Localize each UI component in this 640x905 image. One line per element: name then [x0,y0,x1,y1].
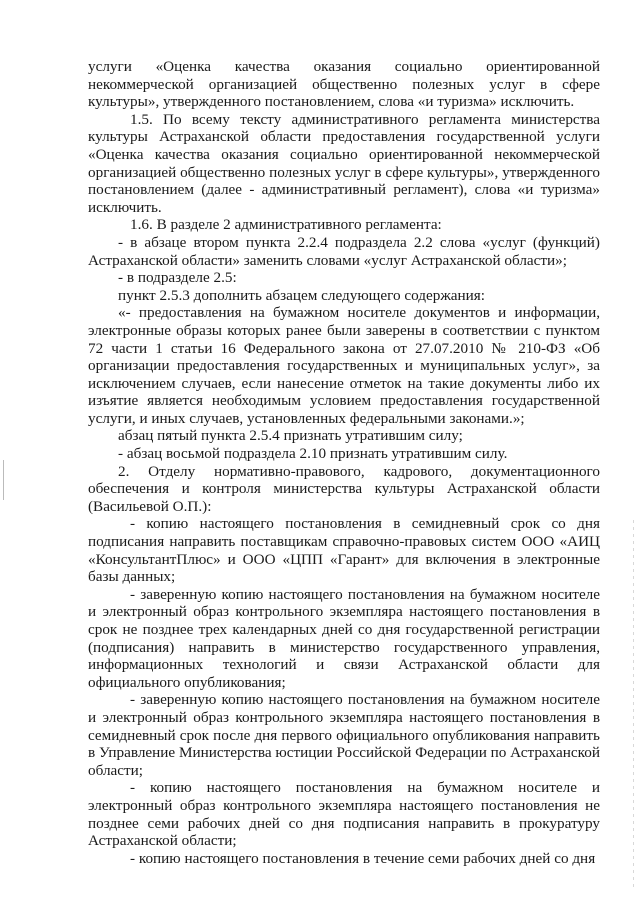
document-body [88,58,600,867]
paragraph-1-5: 1.5. По всему тексту административного регламента министерства культуры Астраханской области предоставления государственной услуги «Оценка качества оказания социально ориентированной некоммерческой организацией общественно полезных услуг в сфере культуры», утвержденного постановлением (далее - административный регламент), слова «и туризма» исключить. [88,110,600,216]
paragraph-list-item-5: - копию настоящего постановления в течение семи рабочих дней со дня [130,849,596,867]
paragraph-list-item-4: - копию настоящего постановления на бумажном носителе и электронный образ контрольного экземпляра настоящего постановления не позднее семи рабочих дней со дня подписания направить в прокуратуру Астраханской области; [88,779,600,850]
paragraph-item-2-5-4: абзац пятый пункта 2.5.4 признать утратившим силу; [118,427,463,445]
scan-artifact-right [633,520,634,890]
paragraph-1: услуги «Оценка качества оказания социально ориентированной некоммерческой организацией общественно полезных услуг в сфере культуры», утвержденного постановлением, слова «и туризма» исключить. [88,58,600,111]
paragraph-item-2-5-3: пункт 2.5.3 дополнить абзацем следующего содержания: [118,286,486,304]
paragraph-2: 2. Отделу нормативно-правового, кадрового, документационного обеспечения и контроля министерства культуры Астраханской области (Васильевой О.П.): [88,462,600,515]
paragraph-list-item-1: - копию настоящего постановления в семидневный срок со дня подписания направить поставщикам справочно-правовых систем ООО «АИЦ «КонсультантПлюс» и ООО «ЦПП «Гарант» для включения в электронные базы данных; [88,515,600,586]
scan-artifact-left [3,460,4,500]
paragraph-list-item-3: - заверенную копию настоящего постановления на бумажном носителе и электронный образ контрольного экземпляра настоящего постановления в семидневный срок после дня первого официального опубликования направить в Управление Министерства юстиции Российской Федерации по Астраханской области; [88,691,600,779]
paragraph-quote: «- предоставления на бумажном носителе документов и информации, электронные образы которых ранее были заверены в соответствии с пунктом 72 части 1 статьи 16 Федерального закона от 27.07.2010 № 210-ФЗ «Об организации предоставления государственных и муниципальных услуг», за исключением случаев, если нанесение отметок на такие документы либо их изъятие является необходимым условием предоставления государственной услуги, и иных случаев, установленных федеральными законами.»; [88,304,600,427]
paragraph-1-6: 1.6. В разделе 2 административного регламента: [130,216,442,234]
paragraph-item-2-2-4: - в абзаце втором пункта 2.2.4 подраздела 2.2 слова «услуг (функций) Астраханской области» заменить словами «услуг Астраханской области»; [88,233,600,269]
paragraph-subsection-2-5: - в подразделе 2.5: [118,269,237,287]
paragraph-list-item-2: - заверенную копию настоящего постановления на бумажном носителе и электронный образ контрольного экземпляра настоящего постановления в срок не позднее трех календарных дней со дня государственной регистрации (подписания) направить в министерство государственного управления, информационных технологий и связи Астраханской области для официального опубликования; [88,585,600,691]
paragraph-subsection-2-10: - абзац восьмой подраздела 2.10 признать утратившим силу. [118,445,508,463]
